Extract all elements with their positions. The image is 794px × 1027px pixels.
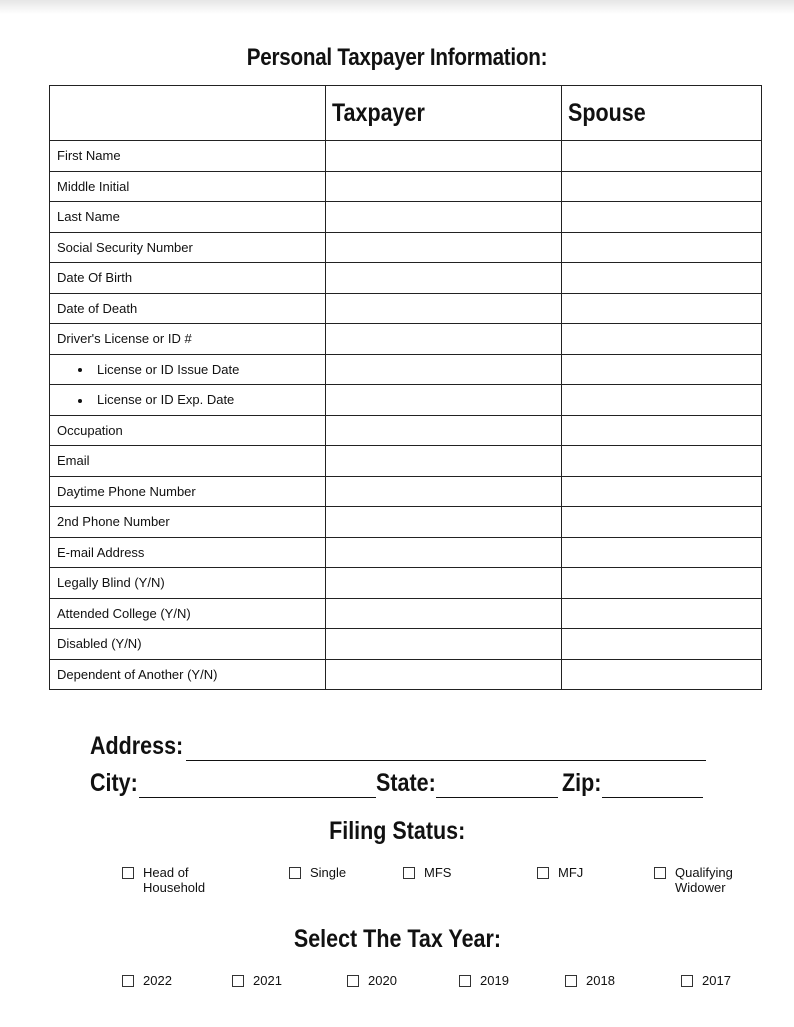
row-label: Attended College (Y/N) bbox=[50, 598, 326, 629]
spouse-cell[interactable] bbox=[562, 293, 762, 324]
spouse-cell[interactable] bbox=[562, 659, 762, 690]
taxpayer-cell[interactable] bbox=[326, 568, 562, 599]
checkbox[interactable] bbox=[537, 867, 549, 879]
bullet-icon bbox=[78, 399, 82, 403]
row-label: Email bbox=[50, 446, 326, 477]
row-label: Occupation bbox=[50, 415, 326, 446]
address-label: Address: bbox=[90, 732, 184, 760]
checkbox[interactable] bbox=[347, 975, 359, 987]
address-field[interactable] bbox=[186, 738, 706, 761]
spouse-cell[interactable] bbox=[562, 171, 762, 202]
row-label: Legally Blind (Y/N) bbox=[50, 568, 326, 599]
state-field[interactable] bbox=[436, 775, 558, 798]
checkbox[interactable] bbox=[232, 975, 244, 987]
table-row bbox=[50, 232, 762, 263]
tax-year-option-2018[interactable]: 2018 bbox=[565, 973, 615, 988]
taxpayer-info-table bbox=[49, 85, 762, 690]
taxpayer-cell[interactable] bbox=[326, 598, 562, 629]
taxpayer-cell[interactable] bbox=[326, 507, 562, 538]
spouse-cell[interactable] bbox=[562, 507, 762, 538]
city-state-zip-row bbox=[90, 769, 703, 798]
taxpayer-cell[interactable] bbox=[326, 202, 562, 233]
row-label: Last Name bbox=[50, 202, 326, 233]
spouse-cell[interactable] bbox=[562, 415, 762, 446]
taxpayer-cell[interactable] bbox=[326, 446, 562, 477]
filing-option-mfs[interactable]: MFS bbox=[403, 865, 451, 880]
checkbox[interactable] bbox=[403, 867, 415, 879]
spouse-cell[interactable] bbox=[562, 476, 762, 507]
spouse-cell[interactable] bbox=[562, 232, 762, 263]
table-row bbox=[50, 507, 762, 538]
table-row bbox=[50, 659, 762, 690]
taxpayer-cell[interactable] bbox=[326, 476, 562, 507]
tax-year-option-2022[interactable]: 2022 bbox=[122, 973, 172, 988]
row-label: Middle Initial bbox=[50, 171, 326, 202]
state-label: State: bbox=[375, 769, 436, 797]
filing-option-mfj[interactable]: MFJ bbox=[537, 865, 583, 880]
table-row bbox=[50, 293, 762, 324]
row-label: License or ID Exp. Date bbox=[50, 385, 326, 416]
city-field[interactable] bbox=[139, 775, 376, 798]
spouse-cell[interactable] bbox=[562, 202, 762, 233]
spouse-cell[interactable] bbox=[562, 537, 762, 568]
taxpayer-cell[interactable] bbox=[326, 629, 562, 660]
row-label: Date of Death bbox=[50, 293, 326, 324]
table-row bbox=[50, 476, 762, 507]
taxpayer-cell[interactable] bbox=[326, 293, 562, 324]
taxpayer-cell[interactable] bbox=[326, 659, 562, 690]
table-row bbox=[50, 202, 762, 233]
table-row bbox=[50, 446, 762, 477]
header-taxpayer: Taxpayer bbox=[326, 86, 562, 141]
row-label: E-mail Address bbox=[50, 537, 326, 568]
table-row bbox=[50, 415, 762, 446]
tax-year-heading: Select The Tax Year: bbox=[293, 925, 501, 953]
filing-option-head-of-household[interactable]: Head of Household bbox=[122, 865, 205, 895]
table-row bbox=[50, 263, 762, 294]
filing-option-qualifying-widower[interactable]: Qualifying Widower bbox=[654, 865, 733, 895]
checkbox[interactable] bbox=[289, 867, 301, 879]
taxpayer-cell[interactable] bbox=[326, 415, 562, 446]
tax-year-option-2019[interactable]: 2019 bbox=[459, 973, 509, 988]
tax-year-option-2021[interactable]: 2021 bbox=[232, 973, 282, 988]
row-label: Driver's License or ID # bbox=[50, 324, 326, 355]
table-row bbox=[50, 385, 762, 416]
taxpayer-cell[interactable] bbox=[326, 354, 562, 385]
checkbox[interactable] bbox=[565, 975, 577, 987]
taxpayer-cell[interactable] bbox=[326, 232, 562, 263]
tax-year-option-2020[interactable]: 2020 bbox=[347, 973, 397, 988]
top-shade bbox=[0, 0, 794, 14]
table-row bbox=[50, 537, 762, 568]
checkbox[interactable] bbox=[681, 975, 693, 987]
tax-year-option-2017[interactable]: 2017 bbox=[681, 973, 731, 988]
checkbox[interactable] bbox=[122, 975, 134, 987]
taxpayer-cell[interactable] bbox=[326, 263, 562, 294]
table-row bbox=[50, 598, 762, 629]
header-blank bbox=[50, 86, 326, 141]
table-row bbox=[50, 629, 762, 660]
filing-status-heading: Filing Status: bbox=[328, 817, 466, 845]
address-row bbox=[90, 732, 706, 761]
taxpayer-cell[interactable] bbox=[326, 141, 562, 172]
row-label: 2nd Phone Number bbox=[50, 507, 326, 538]
table-row bbox=[50, 141, 762, 172]
bullet-icon bbox=[78, 368, 82, 372]
spouse-cell[interactable] bbox=[562, 263, 762, 294]
spouse-cell[interactable] bbox=[562, 324, 762, 355]
header-spouse: Spouse bbox=[562, 86, 762, 141]
taxpayer-cell[interactable] bbox=[326, 385, 562, 416]
page-title: Personal Taxpayer Information: bbox=[246, 44, 548, 71]
zip-field[interactable] bbox=[602, 775, 703, 798]
checkbox[interactable] bbox=[459, 975, 471, 987]
filing-option-single[interactable]: Single bbox=[289, 865, 346, 880]
spouse-cell[interactable] bbox=[562, 446, 762, 477]
spouse-cell[interactable] bbox=[562, 354, 762, 385]
table-row bbox=[50, 568, 762, 599]
spouse-cell[interactable] bbox=[562, 568, 762, 599]
row-label: Disabled (Y/N) bbox=[50, 629, 326, 660]
table-row bbox=[50, 354, 762, 385]
spouse-cell[interactable] bbox=[562, 598, 762, 629]
checkbox[interactable] bbox=[654, 867, 666, 879]
table-row bbox=[50, 324, 762, 355]
table-row bbox=[50, 171, 762, 202]
zip-label: Zip: bbox=[562, 769, 602, 797]
taxpayer-cell[interactable] bbox=[326, 171, 562, 202]
spouse-cell[interactable] bbox=[562, 629, 762, 660]
city-label: City: bbox=[90, 769, 138, 797]
row-label: License or ID Issue Date bbox=[50, 354, 326, 385]
row-label: Social Security Number bbox=[50, 232, 326, 263]
row-label: Dependent of Another (Y/N) bbox=[50, 659, 326, 690]
taxpayer-cell[interactable] bbox=[326, 537, 562, 568]
checkbox[interactable] bbox=[122, 867, 134, 879]
taxpayer-cell[interactable] bbox=[326, 324, 562, 355]
row-label: Date Of Birth bbox=[50, 263, 326, 294]
row-label: First Name bbox=[50, 141, 326, 172]
table-header-row bbox=[50, 86, 762, 141]
spouse-cell[interactable] bbox=[562, 385, 762, 416]
spouse-cell[interactable] bbox=[562, 141, 762, 172]
row-label: Daytime Phone Number bbox=[50, 476, 326, 507]
